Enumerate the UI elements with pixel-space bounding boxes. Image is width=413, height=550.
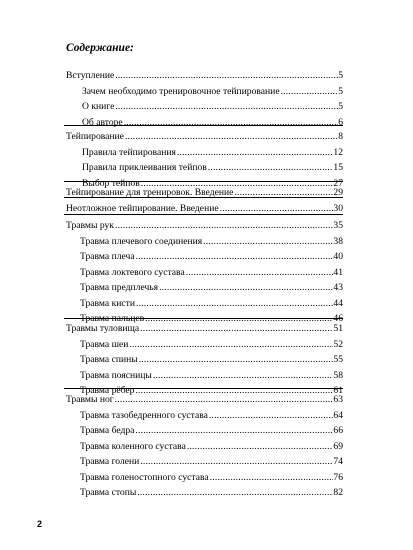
entry-page: 38 bbox=[333, 235, 343, 247]
dot-leader bbox=[176, 146, 334, 160]
entry-label: Травмы ног bbox=[66, 394, 114, 405]
toc-item[interactable] bbox=[80, 297, 343, 311]
entry-label: Тейпирование bbox=[66, 131, 124, 142]
entry-label: Неотложное тейпирование. Введение bbox=[66, 203, 219, 214]
dot-leader bbox=[128, 338, 333, 352]
entry-page: 44 bbox=[333, 297, 343, 309]
entry-label: Зачем необходимо тренировочное тейпирование bbox=[82, 85, 280, 97]
entry-label: Травма спины bbox=[80, 354, 138, 365]
toc-section[interactable] bbox=[66, 322, 343, 336]
entry-label: Травма плечевого соединения bbox=[80, 235, 203, 247]
entry-page: 5 bbox=[338, 101, 343, 112]
toc-item[interactable] bbox=[82, 161, 343, 175]
dot-leader bbox=[123, 116, 339, 130]
toc-item[interactable] bbox=[80, 486, 343, 500]
toc-title: Содержание: bbox=[66, 42, 134, 54]
entry-page: 55 bbox=[333, 354, 343, 365]
entry-page: 30 bbox=[333, 203, 343, 214]
entry-label: Травма предплечья bbox=[80, 282, 159, 293]
toc-item[interactable] bbox=[80, 338, 343, 352]
entry-page: 64 bbox=[333, 409, 343, 421]
toc-item[interactable] bbox=[82, 100, 343, 114]
entry-label: Травмы рук bbox=[66, 220, 114, 231]
entry-label: Травма пальцев bbox=[80, 313, 145, 324]
dot-leader bbox=[185, 266, 334, 280]
entry-page: 5 bbox=[338, 85, 343, 97]
dot-leader bbox=[114, 100, 338, 114]
entry-label: Вступление bbox=[66, 70, 115, 81]
toc-item[interactable] bbox=[80, 471, 343, 485]
entry-label: Травма рёбер bbox=[80, 385, 135, 396]
toc-item[interactable] bbox=[80, 409, 343, 423]
dot-leader bbox=[139, 455, 333, 469]
dot-leader bbox=[136, 486, 333, 500]
entry-page: 41 bbox=[333, 266, 343, 278]
entry-page: 52 bbox=[333, 338, 343, 350]
entry-label: Травма коленного сустава bbox=[80, 440, 186, 452]
entry-label: Выбор тейпов bbox=[82, 177, 140, 189]
dot-leader bbox=[202, 235, 333, 249]
toc-section[interactable] bbox=[66, 219, 343, 233]
entry-label: Травма поясницы bbox=[80, 369, 152, 381]
dot-leader bbox=[152, 369, 334, 383]
dot-leader bbox=[233, 186, 333, 200]
entry-page: 74 bbox=[333, 456, 343, 467]
entry-label: Травма голеностопного сустава bbox=[80, 471, 209, 483]
entry-page: 27 bbox=[333, 177, 343, 189]
entry-page: 15 bbox=[333, 162, 343, 173]
toc-item[interactable] bbox=[82, 116, 343, 130]
entry-page: 43 bbox=[333, 282, 343, 293]
entry-page: 46 bbox=[333, 313, 343, 324]
dot-leader bbox=[114, 393, 334, 407]
toc-section[interactable] bbox=[66, 130, 343, 144]
dot-leader bbox=[139, 322, 333, 336]
entry-page: 35 bbox=[333, 220, 343, 231]
entry-page: 61 bbox=[333, 385, 343, 396]
toc-item[interactable] bbox=[80, 266, 343, 280]
dot-leader bbox=[186, 440, 334, 454]
toc-item[interactable] bbox=[80, 440, 343, 454]
entry-page: 12 bbox=[333, 146, 343, 158]
toc-section[interactable] bbox=[66, 69, 343, 83]
dot-leader bbox=[135, 250, 334, 264]
dot-leader bbox=[207, 161, 334, 175]
entry-page: 51 bbox=[333, 323, 343, 334]
toc-item[interactable] bbox=[80, 424, 343, 438]
entry-page: 63 bbox=[333, 394, 343, 405]
entry-page: 29 bbox=[333, 187, 343, 198]
dot-leader bbox=[114, 69, 338, 83]
toc-section[interactable] bbox=[66, 202, 343, 216]
entry-label: Тейпирование для тренировок. Введение bbox=[66, 187, 234, 198]
dot-leader bbox=[138, 353, 334, 367]
entry-page: 69 bbox=[333, 440, 343, 452]
dot-leader bbox=[114, 219, 333, 233]
entry-page: 76 bbox=[333, 471, 343, 483]
toc-section[interactable] bbox=[66, 393, 343, 407]
dot-leader bbox=[280, 85, 339, 99]
entry-label: Травма стопы bbox=[80, 487, 137, 498]
toc-item[interactable] bbox=[80, 235, 343, 249]
dot-leader bbox=[135, 297, 333, 311]
entry-page: 82 bbox=[333, 487, 343, 498]
entry-page: 40 bbox=[333, 251, 343, 262]
dot-leader bbox=[208, 409, 334, 423]
dot-leader bbox=[158, 281, 333, 295]
toc-item[interactable] bbox=[82, 85, 343, 99]
toc-section[interactable] bbox=[66, 186, 343, 200]
entry-label: Травма плеча bbox=[80, 251, 135, 262]
toc-item[interactable] bbox=[82, 146, 343, 160]
dot-leader bbox=[209, 471, 334, 485]
entry-page: 6 bbox=[338, 116, 343, 128]
entry-page: 58 bbox=[333, 369, 343, 381]
page-number: 2 bbox=[37, 519, 43, 529]
toc-item[interactable] bbox=[80, 455, 343, 469]
entry-label: Травма кисти bbox=[80, 297, 135, 309]
toc-item[interactable] bbox=[80, 353, 343, 367]
entry-page: 8 bbox=[338, 131, 343, 142]
entry-label: Травма локтевого сустава bbox=[80, 266, 185, 278]
entry-label: Травма голени bbox=[80, 456, 140, 467]
entry-label: Травмы туловища bbox=[66, 323, 140, 334]
entry-label: Травма шеи bbox=[80, 338, 129, 350]
entry-page: 66 bbox=[333, 425, 343, 436]
toc-item[interactable] bbox=[80, 250, 343, 264]
entry-label: Об авторе bbox=[82, 116, 123, 128]
entry-label: Травма тазобедренного сустава bbox=[80, 409, 208, 421]
entry-label: Травма бедра bbox=[80, 425, 135, 436]
dot-leader bbox=[124, 130, 338, 144]
entry-label: Правила тейпирования bbox=[82, 146, 176, 158]
dot-leader bbox=[219, 202, 334, 216]
entry-page: 5 bbox=[338, 70, 343, 81]
dot-leader bbox=[134, 424, 333, 438]
entry-label: О книге bbox=[82, 101, 115, 112]
entry-label: Правила приклеивания тейпов bbox=[82, 162, 207, 173]
toc-item[interactable] bbox=[80, 281, 343, 295]
toc-item[interactable] bbox=[80, 369, 343, 383]
